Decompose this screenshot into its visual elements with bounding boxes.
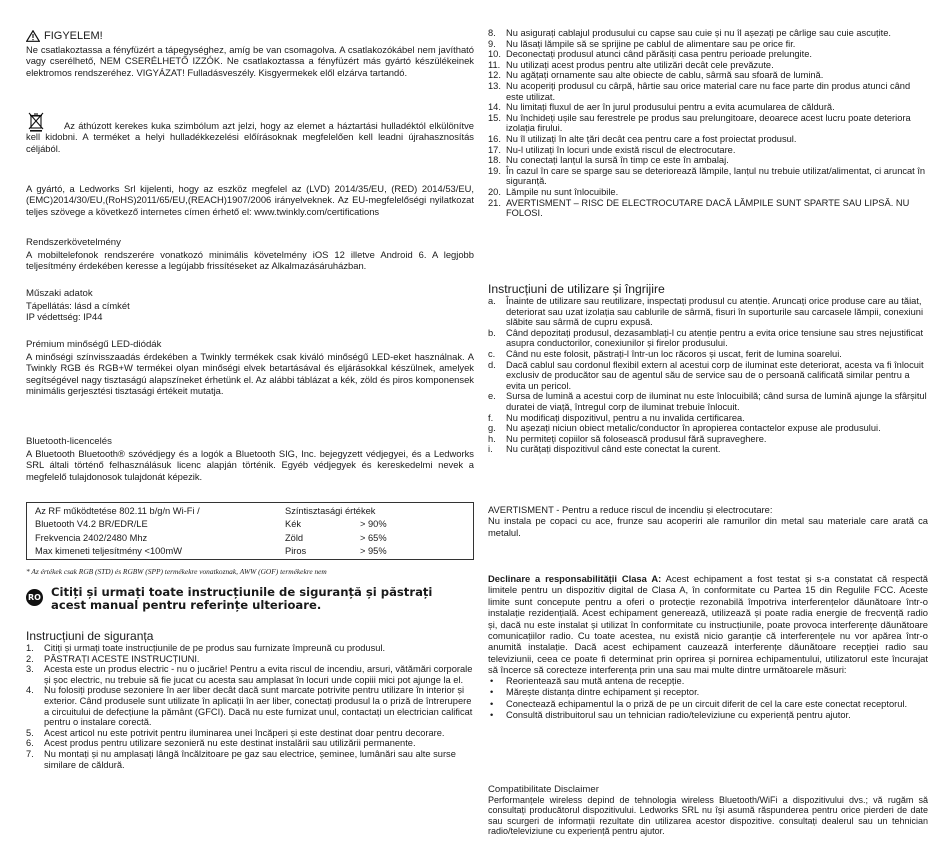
warning-triangle-icon (26, 30, 40, 42)
tech-line-power: Tápellátás: lásd a címkét (26, 300, 130, 311)
usage-item-letter: a. (488, 296, 496, 306)
fcc-bullet-item: • Conectează echipamentul la o priză de pe un circuit diferit de cel la care este conectat receptorul. (488, 699, 928, 711)
usage-item-text: Nu așezați niciun obiect metalic/conductor în apropierea contactelor expuse ale produsului. (506, 423, 881, 434)
spec-left-row: Bluetooth V4.2 BR/EDR/LE (35, 519, 148, 529)
purity-color: Piros (285, 546, 307, 556)
led-text: A minőségi színvisszaadás érdekében a Twinkly termékek csak kiváló minőségű LED-eket használnak. A Twinkly RGB és RGB+W termékei olyan minőségi elvek betartásával és eljárásokkal készülnek, amelyek segítségével nagy tisztaságú alapszíneket érhetünk el. Az alábbi táblázat a kék, zöld és piros komponensek minimális gerjesztési tisztasági értékeit mutatja. (26, 351, 474, 397)
tech-title: Műszaki adatok (26, 288, 93, 299)
purity-value: > 95% (360, 546, 387, 556)
safety-item-number: 14. (488, 102, 501, 113)
usage-item-text: Nu modificați dispozitivul, pentru a nu invalida certificarea. (506, 412, 745, 423)
safety-item-number: 20. (488, 186, 501, 197)
usage-item-letter: g. (488, 423, 496, 434)
safety-item (488, 198, 928, 219)
usage-item-letter: f. (488, 412, 494, 423)
fcc-bullet-item: • Consultă distribuitorul sau un tehnician radio/televiziune cu experiență pentru ajutor. (488, 710, 928, 722)
ro-compat-section (488, 784, 928, 837)
usage-item-letter: i. (488, 444, 493, 455)
usage-item (488, 391, 928, 412)
safety-item-text: Nu îl utilizați în alte țări decât cea pentru care a fost proiectat produsul. (506, 133, 797, 144)
safety-item (26, 728, 474, 739)
spec-left-row: Max kimeneti teljesítmény <100mW (35, 546, 182, 556)
ro-header (26, 586, 451, 612)
safety-item-text: Deconectați produsul atunci când părăsiți casa pentru perioade prelungite. (506, 49, 812, 60)
ro-fire-warning (488, 504, 928, 538)
led-section (26, 339, 474, 397)
weee-block (26, 112, 474, 154)
safety-item-number: 5. (26, 727, 34, 738)
safety-item-text: În cazul în care se sparge sau se deteriorează lămpile, lanțul nu trebuie utilizat/alimentat, ci aruncat în siguranță. (506, 165, 926, 187)
usage-item (488, 434, 928, 445)
safety-item (488, 155, 928, 166)
safety-item-number: 21. (488, 197, 501, 208)
safety-item-number: 11. (488, 59, 501, 70)
safety-item (488, 70, 928, 81)
usage-item-text: Dacă cablul sau cordonul flexibil extern al acestui corp de iluminat este deteriorat, acesta va fi înlocuit exclusiv de producător sau de agentul său de service sau de o persoană calificată similar pentru a evita un pericol. (506, 359, 924, 391)
fcc-bullet-item: • Mărește distanța dintre echipament și receptor. (488, 687, 928, 699)
spec-left-row: Frekvencia 2402/2480 Mhz (35, 533, 148, 543)
safety-item-text: Nu limitați fluxul de aer în jurul produsului pentru a evita acumularea de căldură. (506, 102, 835, 113)
safety-item-number: 8. (488, 28, 496, 38)
usage-item-text: Nu permiteți copiilor să folosească produsul fără supraveghere. (506, 433, 767, 444)
usage-item (488, 423, 928, 434)
purity-color: Kék (285, 519, 302, 529)
ro-safety-list-right (488, 28, 928, 219)
ro-safety-section (26, 629, 474, 770)
warning-text: Ne csatlakoztassa a fényfüzért a tápegységhez, amíg be van csomagolva. A csatlakozókábel nem javítható vagy cserélhető, NEM CSERÉLHETŐ IZZÓK. Ne csatlakoztassa a fényfüzért más gyártó készülékeinek elektromos rendszeréhez. VIGYÁZAT! Fulladásveszély. Kisgyermekek elől elzárva tartandó. (26, 44, 474, 78)
safety-item (26, 643, 474, 654)
spec-left-row: Az RF működtetése 802.11 b/g/n Wi-Fi / (35, 506, 200, 516)
ro-fcc-section (488, 573, 928, 722)
tech-section (26, 288, 474, 323)
ro-usage-section (488, 282, 928, 455)
safety-item (488, 166, 928, 187)
ro-compat-title: Compatibilitate Disclaimer (488, 784, 599, 795)
usage-item-text: Când nu este folosit, păstrați-l într-un loc răcoros și uscat, ferit de lumina soarelui. (506, 348, 842, 359)
ro-fcc-text (488, 573, 928, 676)
sysreq-title: Rendszerkövetelmény (26, 237, 121, 248)
safety-item-text: Acesta este un produs electric - nu o jucărie! Pentru a evita riscul de incendiu, arsuri, vătămări corporale și șoc electric, nu trebuie să fie jucat cu acesta sau amplasat în locuri unde copiii mici pot ajunge la el. (44, 664, 473, 685)
usage-item (488, 296, 928, 328)
purity-header: Színtisztasági értékek (285, 506, 376, 516)
safety-item-number: 1. (26, 643, 34, 653)
safety-item (488, 134, 928, 145)
safety-item (26, 654, 474, 665)
safety-item-number: 4. (26, 685, 34, 696)
safety-item-text: Nu folosiți produse sezoniere în aer liber decât dacă sunt marcate potrivite pentru utilizare în interior și exterior. Când produsele sunt utilizate în aplicații în aer liber, conectați produsul la o priză de întrerupere a circuitului de defecțiune la pământ (GFCI). Dacă nu este furnizat unul, contactați un electrician calificat pentru o instalare corectă. (44, 685, 473, 728)
safety-item (488, 49, 928, 60)
ro-fcc-lead: Declinare a responsabilității Clasa A: (488, 573, 662, 584)
safety-item-text: Citiți și urmați toate instrucțiunile de pe produs sau furnizate împreună cu produsul. (44, 643, 386, 653)
safety-item (488, 113, 928, 134)
safety-item (26, 685, 474, 727)
safety-item (26, 738, 474, 749)
safety-item-text: Nu conectați lanțul la sursă în timp ce este în ambalaj. (506, 155, 729, 166)
ro-fcc-body: Acest echipament a fost testat și s-a constatat că respectă limitele pentru un dispozitiv digital de Clasa A, în conformitate cu Partea 15 din Regulile FCC. Aceste limite sunt concepute pentru a oferi o protecție rezonabilă împotriva interferențelor dăunătoare într-o instalație rezidențială. Acest echipament generează, utilizează și poate radia energie de frecvență radio și, dacă nu este instalat și utilizat în conformitate cu instrucțiunile, poate provoca interferențe dăunătoare comunicațiilor radio. Cu toate acestea, nu există nicio garanție că interferențele nu vor apărea într-o anumită instalație. Dacă acest echipament cauzează interferențe dăunătoare recepției radio sau televiziunii, ceea ce poate fi determinat prin oprirea și pornirea echipamentului, utilizatorul este încurajat să încerce să corecteze interferența prin una sau mai multe dintre următoarele măsuri: (488, 573, 928, 676)
safety-item-text: Nu lăsați lămpile să se sprijine pe cablul de alimentare sau pe orice fir. (506, 38, 796, 49)
fcc-bullet-item: • Reorientează sau mută antena de recepție. (488, 676, 928, 688)
spec-footnote: * Az értékek csak RGB (STD) és RGBW (SPP) termékekre vonatkoznak, AWW (GOF) termékekre nem (26, 567, 327, 576)
usage-item (488, 360, 928, 392)
usage-item-text: Când depozitați produsul, dezasamblați-l cu atenție pentru a evita orice tensiune sau stres nejustificat asupra conductorilor, conexiunilor și firelor produsului. (506, 327, 924, 349)
spec-table (26, 502, 474, 560)
safety-item-text: Nu utilizați acest produs pentru alte utilizări decât cele prevăzute. (506, 59, 774, 70)
usage-item (488, 328, 928, 349)
warning-heading (26, 30, 103, 42)
usage-item (488, 444, 928, 455)
safety-item-text: Nu agățați ornamente sau alte obiecte de cablu, sârmă sau sfoară de lumină. (506, 70, 824, 81)
safety-item-text: Acest articol nu este potrivit pentru iluminarea unei încăperi și este destinat doar pentru decorare. (44, 727, 445, 738)
safety-item (26, 749, 474, 770)
usage-item-letter: d. (488, 359, 496, 370)
safety-item-number: 3. (26, 664, 34, 675)
safety-item-text: Nu acoperiți produsul cu cârpă, hârtie sau orice material care nu face parte din produs atunci când este utilizat. (506, 80, 911, 102)
safety-item (488, 81, 928, 102)
crossed-bin-icon (28, 112, 44, 132)
safety-item-number: 6. (26, 738, 34, 749)
ro-safety-list-left (26, 643, 474, 770)
ro-header-title: Citiți și urmați toate instrucțiunile de siguranță și păstrați acest manual pentru referințe ulterioare. (51, 585, 433, 612)
tech-line-ip: IP védettség: IP44 (26, 311, 103, 323)
ro-usage-title: Instrucțiuni de utilizare și îngrijire (488, 282, 665, 296)
safety-item (488, 145, 928, 156)
weee-text: Az áthúzott kerekes kuka szimbólum azt jelzi, hogy az elemet a háztartási hulladéktól elkülönítve kell kidobni. A terméket a helyi hulladékkezelési előírásoknak megfelelően kell leadni újrahasznosítás céljából. (26, 120, 474, 154)
purity-value: > 90% (360, 519, 387, 529)
conformity-text: A gyártó, a Ledworks Srl kijelenti, hogy az eszköz megfelel az (LVD) 2014/35/EU, (RED) 2014/53/EU,(EMC)2014/30/EU,(RoHS)2011/65/EU,(REACH)1907/2006 irányelveknek. Az EU-megfelelőségi nyilatkozat teljes szövege a következő internetes címen érhető el: www.twinkly.com/certifications (26, 183, 474, 217)
safety-item-number: 18. (488, 155, 501, 166)
safety-item-text: Nu-l utilizați în locuri unde există riscul de electrocutare. (506, 144, 736, 155)
safety-item-number: 2. (26, 653, 34, 664)
safety-item-number: 13. (488, 80, 501, 91)
usage-item-text: Sursa de lumină a acestui corp de iluminat nu este înlocuibilă; când sursa de lumină ajunge la sfârșitul duratei de viață, întregul corp de iluminat trebuie înlocuit. (506, 391, 927, 412)
safety-item (488, 39, 928, 50)
safety-item (488, 102, 928, 113)
ro-language-badge: RO (26, 589, 43, 606)
usage-item-text: Înainte de utilizare sau reutilizare, inspectați produsul cu atenție. Aruncați orice produse care au tăiat, deteriorat sau uzat izolația sau cablurile de sârmă, fisuri în suporturile sau carcasele lămpii, conexiuni slăbite sau sârmă de cupru expusă. (506, 296, 924, 328)
usage-item-letter: c. (488, 348, 496, 359)
safety-item-text: Acest produs pentru utilizare sezonieră nu este destinat instalării sau utilizării permanente. (44, 738, 416, 749)
bt-title: Bluetooth-licencelés (26, 436, 112, 447)
safety-item (488, 60, 928, 71)
bt-text: A Bluetooth Bluetooth® szóvédjegy és a logók a Bluetooth SIG, Inc. bejegyzett védjegyei, és a Ledworks SRL általi történő felhasználásuk licenc alapján történik. Egyéb védjegyek és kereskedelmi nevek a megfelelő tulajdonosok tulajdonát képezik. (26, 448, 474, 482)
ro-fcc-bullets (488, 676, 928, 722)
safety-item-text: PĂSTRAȚI ACESTE INSTRUCȚIUNI. (44, 653, 200, 664)
ro-safety-continued (488, 28, 928, 219)
safety-item-text: AVERTISMENT – RISC DE ELECTROCUTARE DACĂ LĂMPILE SUNT SPARTE SAU LIPSĂ. NU FOLOSI. (506, 197, 910, 219)
safety-item-number: 17. (488, 144, 501, 155)
purity-color: Zöld (285, 533, 304, 543)
safety-item-text: Nu închideți ușile sau ferestrele pe produs sau prelungitoare, deoarece acest lucru poate deteriora izolația firului. (506, 112, 911, 134)
bt-section (26, 436, 474, 482)
sysreq-section (26, 237, 474, 272)
safety-item-number: 19. (488, 165, 501, 176)
safety-item-text: Lămpile nu sunt înlocuibile. (506, 186, 619, 197)
safety-item-number: 16. (488, 133, 501, 144)
safety-item-number: 10. (488, 49, 501, 60)
safety-item-text: Nu asigurați cablajul produsului cu capse sau cuie și nu îl așezați pe cârlige sau cuie ascuțite. (506, 28, 892, 38)
safety-item (26, 664, 474, 685)
ro-compat-text: Performanțele wireless depind de tehnologia wireless Bluetooth/WiFi a dispozitivului dvs.; vă rugăm să consultați producătorul dispozitivului. Ledworks SRL nu își asumă răspunderea pentru orice pierderi de date sau scurgeri de informații rezultate din utilizarea acestor dispozitive. consultați dealerul sau un tehnician radio/televiziune cu experiență pentru ajutor. (488, 795, 928, 837)
usage-item (488, 413, 928, 424)
sysreq-text: A mobiltelefonok rendszerére vonatkozó minimális követelmény iOS 12 illetve Android 6. A legjobb teljesítmény érdekében keresse a legújabb frissítéseket az Alkalmazásáruházban. (26, 249, 474, 272)
safety-item-number: 12. (488, 70, 501, 81)
ro-safety-title: Instrucțiuni de siguranța (26, 629, 154, 643)
warning-title: FIGYELEM! (44, 30, 103, 42)
safety-item (488, 187, 928, 198)
purity-value: > 65% (360, 533, 387, 543)
usage-item-letter: b. (488, 327, 496, 338)
usage-item-text: Nu curățați dispozitivul când este conectat la curent. (506, 444, 721, 455)
safety-item (488, 28, 928, 39)
safety-item-text: Nu montați și nu amplasați lângă încălzitoare pe gaz sau electrice, șeminee, lumânări sau alte surse similare de căldură. (44, 748, 456, 770)
safety-item-number: 15. (488, 112, 501, 123)
usage-item-letter: e. (488, 391, 496, 402)
usage-item (488, 349, 928, 360)
usage-item-letter: h. (488, 433, 496, 444)
led-title: Prémium minőségű LED-diódák (26, 339, 162, 350)
safety-item-number: 7. (26, 748, 34, 759)
safety-item-number: 9. (488, 38, 496, 49)
ro-usage-list (488, 296, 928, 455)
ro-fire-warning-text: AVERTISMENT - Pentru a reduce riscul de incendiu și electrocutare: Nu instala pe copaci cu ace, frunze sau acoperiri ale ramurilor din metal sau materiale care arată ca metalul. (488, 504, 928, 538)
